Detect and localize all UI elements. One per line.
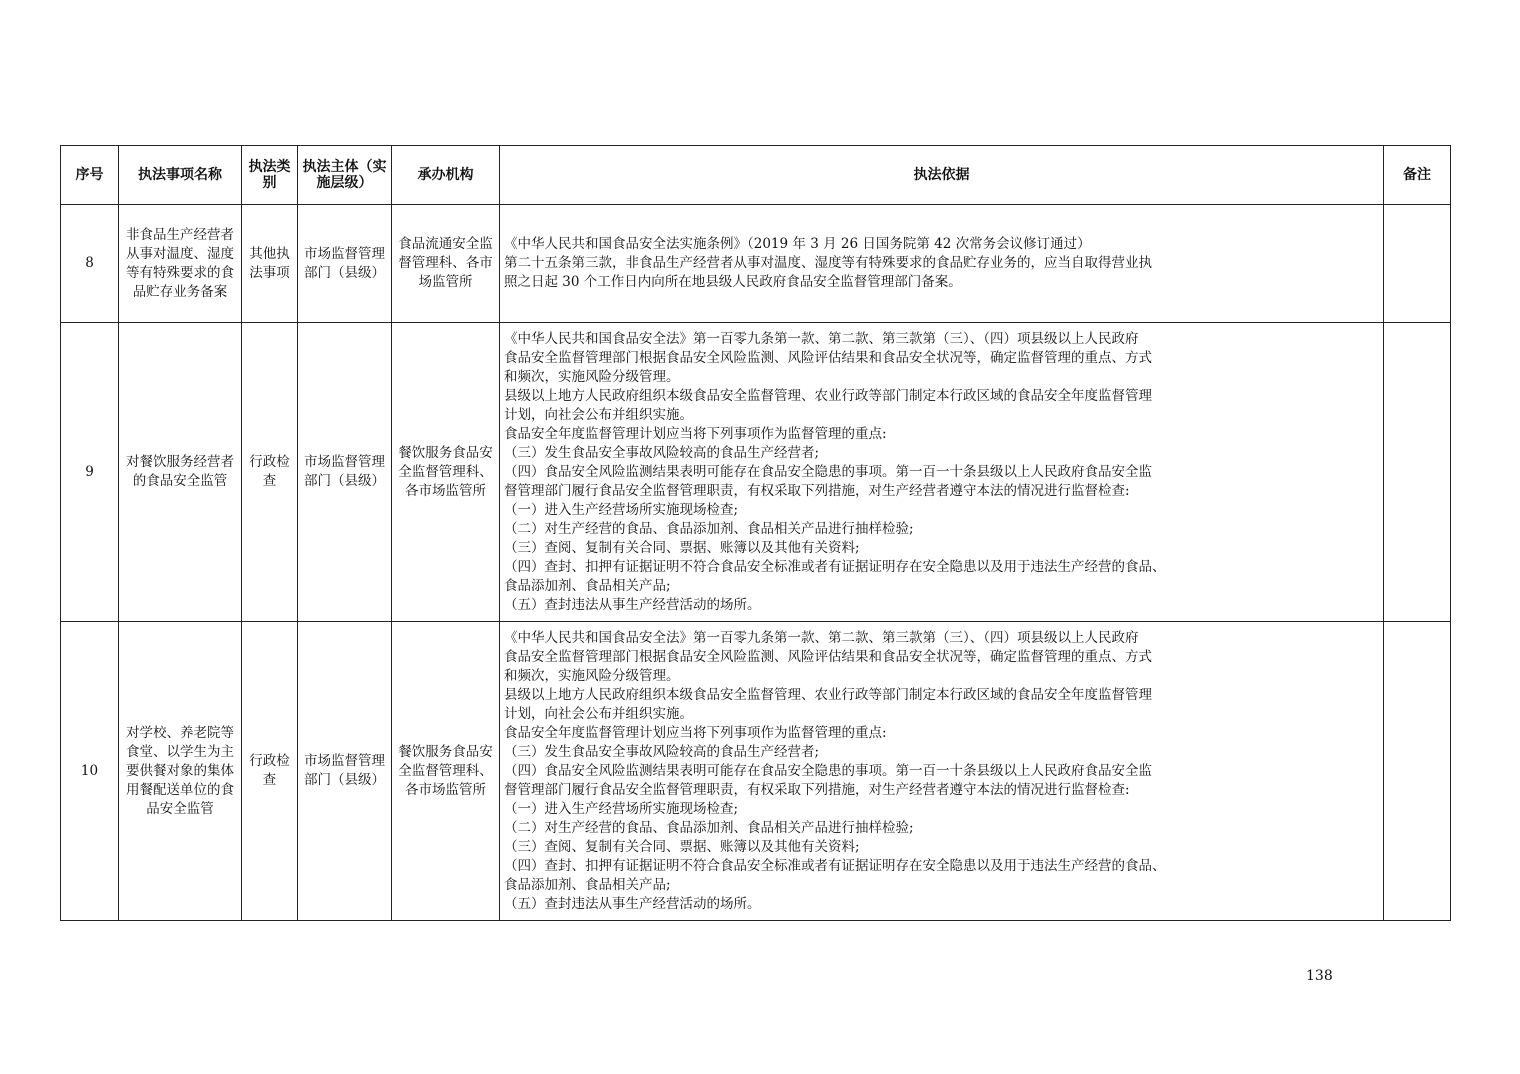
row-item-name-text: 对餐饮服务经营者的食品安全监管 <box>126 454 234 489</box>
basis-line: 照之日起 30 个工作日内向所在地县级人民政府食品安全监督管理部门备案。 <box>504 274 962 290</box>
basis-line: （三）发生食品安全事故风险较高的食品生产经营者; <box>504 444 820 461</box>
basis-line: 计划，向社会公布并组织实施。 <box>504 705 693 722</box>
row-subject-text: 市场监督管理部门（县级） <box>304 753 385 788</box>
basis-line: （四）查封、扣押有证据证明不符合食品安全标准或者有证据证明存在安全隐患以及用于违法生产经营的食品、 <box>504 857 1166 874</box>
header-type: 执法类别 <box>242 146 298 205</box>
row-subject-text: 市场监督管理部门（县级） <box>304 454 385 489</box>
basis-line: 《中华人民共和国食品安全法》第一百零九条第一款、第二款、第三款第（三）、（四）项县级以上人民政府 <box>504 629 1139 646</box>
row-type-text: 行政检查 <box>249 454 290 489</box>
basis-line: 食品安全监督管理部门根据食品安全风险监测、风险评估结果和食品安全状况等，确定监督管理的重点、方式 <box>504 648 1152 665</box>
table-row <box>61 622 1451 921</box>
row-subject <box>298 622 392 921</box>
row-type-text: 其他执法事项 <box>249 245 290 281</box>
basis-line: 督管理部门履行食品安全监督管理职责，有权采取下列措施，对生产经营者遵守本法的情况进行监督检查: <box>504 482 1130 499</box>
table-row <box>61 323 1451 622</box>
basis-line: （二）对生产经营的食品、食品添加剂、食品相关产品进行抽样检验; <box>504 819 914 836</box>
basis-line: （三）查阅、复制有关合同、票据、账簿以及其他有关资料; <box>504 539 860 556</box>
row-item-name-text: 对学校、养老院等食堂、以学生为主要供餐对象的集体用餐配送单位的食品安全监管 <box>126 724 234 817</box>
basis-line: （三）查阅、复制有关合同、票据、账簿以及其他有关资料; <box>504 838 860 855</box>
row-agency <box>392 622 500 921</box>
basis-line: 《中华人民共和国食品安全法》第一百零九条第一款、第二款、第三款第（三）、（四）项县级以上人民政府 <box>504 330 1139 347</box>
row-agency <box>392 323 500 622</box>
basis-line: 食品安全年度监督管理计划应当将下列事项作为监督管理的重点: <box>504 425 887 442</box>
row-item-name <box>119 205 242 323</box>
row-seq: 9 <box>61 323 119 622</box>
header-name: 执法事项名称 <box>119 146 242 205</box>
row-type-text: 行政检查 <box>249 753 290 788</box>
basis-line: 县级以上地方人民政府组织本级食品安全监督管理、农业行政等部门制定本行政区域的食品安全年度监督管理 <box>504 387 1152 404</box>
basis-line: （二）对生产经营的食品、食品添加剂、食品相关产品进行抽样检验; <box>504 520 914 537</box>
enforcement-table <box>60 145 1451 921</box>
header-basis: 执法依据 <box>500 146 1384 205</box>
row-remarks <box>1384 622 1451 921</box>
basis-line: （四）食品安全风险监测结果表明可能存在食品安全隐患的事项。第一百一十条县级以上人民政府食品安全监 <box>504 762 1152 779</box>
row-basis <box>500 323 1384 622</box>
row-seq: 8 <box>61 205 119 323</box>
basis-line: 食品添加剂、食品相关产品; <box>504 577 671 594</box>
row-basis <box>500 622 1384 921</box>
basis-line: 食品安全年度监督管理计划应当将下列事项作为监督管理的重点: <box>504 724 887 741</box>
basis-line: 食品安全监督管理部门根据食品安全风险监测、风险评估结果和食品安全状况等，确定监督管理的重点、方式 <box>504 349 1152 366</box>
row-remarks <box>1384 323 1451 622</box>
row-subject <box>298 323 392 622</box>
row-agency-text: 食品流通安全监督管理科、各市场监管所 <box>398 236 493 290</box>
row-type <box>242 323 298 622</box>
basis-line: 和频次，实施风险分级管理。 <box>504 667 680 684</box>
row-agency-text: 餐饮服务食品安全监督管理科、各市场监管所 <box>398 444 493 499</box>
row-seq: 10 <box>61 622 119 921</box>
basis-line: （四）食品安全风险监测结果表明可能存在食品安全隐患的事项。第一百一十条县级以上人民政府食品安全监 <box>504 463 1152 480</box>
row-item-name-text: 非食品生产经营者从事对温度、湿度等有特殊要求的食品贮存业务备案 <box>126 226 234 300</box>
header-agency: 承办机构 <box>392 146 500 205</box>
row-basis <box>500 205 1384 323</box>
basis-line: （一）进入生产经营场所实施现场检查; <box>504 501 739 518</box>
basis-line: 第二十五条第三款，非食品生产经营者从事对温度、湿度等有特殊要求的食品贮存业务的，应当自取得营业执 <box>504 255 1152 271</box>
basis-line: 食品添加剂、食品相关产品; <box>504 876 671 893</box>
basis-line: 《中华人民共和国食品安全法实施条例》（2019 年 3 月 26 日国务院第 42 次常务会议修订通过） <box>504 236 1091 252</box>
basis-line: （四）查封、扣押有证据证明不符合食品安全标准或者有证据证明存在安全隐患以及用于违法生产经营的食品、 <box>504 558 1166 575</box>
row-type <box>242 622 298 921</box>
header-subject: 执法主体（实施层级） <box>298 146 392 205</box>
header-row <box>61 146 1451 205</box>
row-item-name <box>119 622 242 921</box>
page-number: 138 <box>1306 968 1333 984</box>
table-row <box>61 205 1451 323</box>
basis-line: （三）发生食品安全事故风险较高的食品生产经营者; <box>504 743 820 760</box>
row-type <box>242 205 298 323</box>
basis-line: 督管理部门履行食品安全监督管理职责，有权采取下列措施，对生产经营者遵守本法的情况进行监督检查: <box>504 781 1130 798</box>
basis-line: （一）进入生产经营场所实施现场检查; <box>504 800 739 817</box>
basis-line: 计划，向社会公布并组织实施。 <box>504 406 693 423</box>
basis-line: 县级以上地方人民政府组织本级食品安全监督管理、农业行政等部门制定本行政区域的食品安全年度监督管理 <box>504 686 1152 703</box>
header-seq: 序号 <box>61 146 119 205</box>
header-remarks: 备注 <box>1384 146 1451 205</box>
row-agency-text: 餐饮服务食品安全监督管理科、各市场监管所 <box>398 743 493 798</box>
row-remarks <box>1384 205 1451 323</box>
basis-line: 和频次，实施风险分级管理。 <box>504 368 680 385</box>
basis-line: （五）查封违法从事生产经营活动的场所。 <box>504 895 761 912</box>
basis-line: （五）查封违法从事生产经营活动的场所。 <box>504 596 761 613</box>
row-item-name <box>119 323 242 622</box>
row-subject <box>298 205 392 323</box>
row-subject-text: 市场监督管理部门（县级） <box>304 245 385 281</box>
row-agency <box>392 205 500 323</box>
